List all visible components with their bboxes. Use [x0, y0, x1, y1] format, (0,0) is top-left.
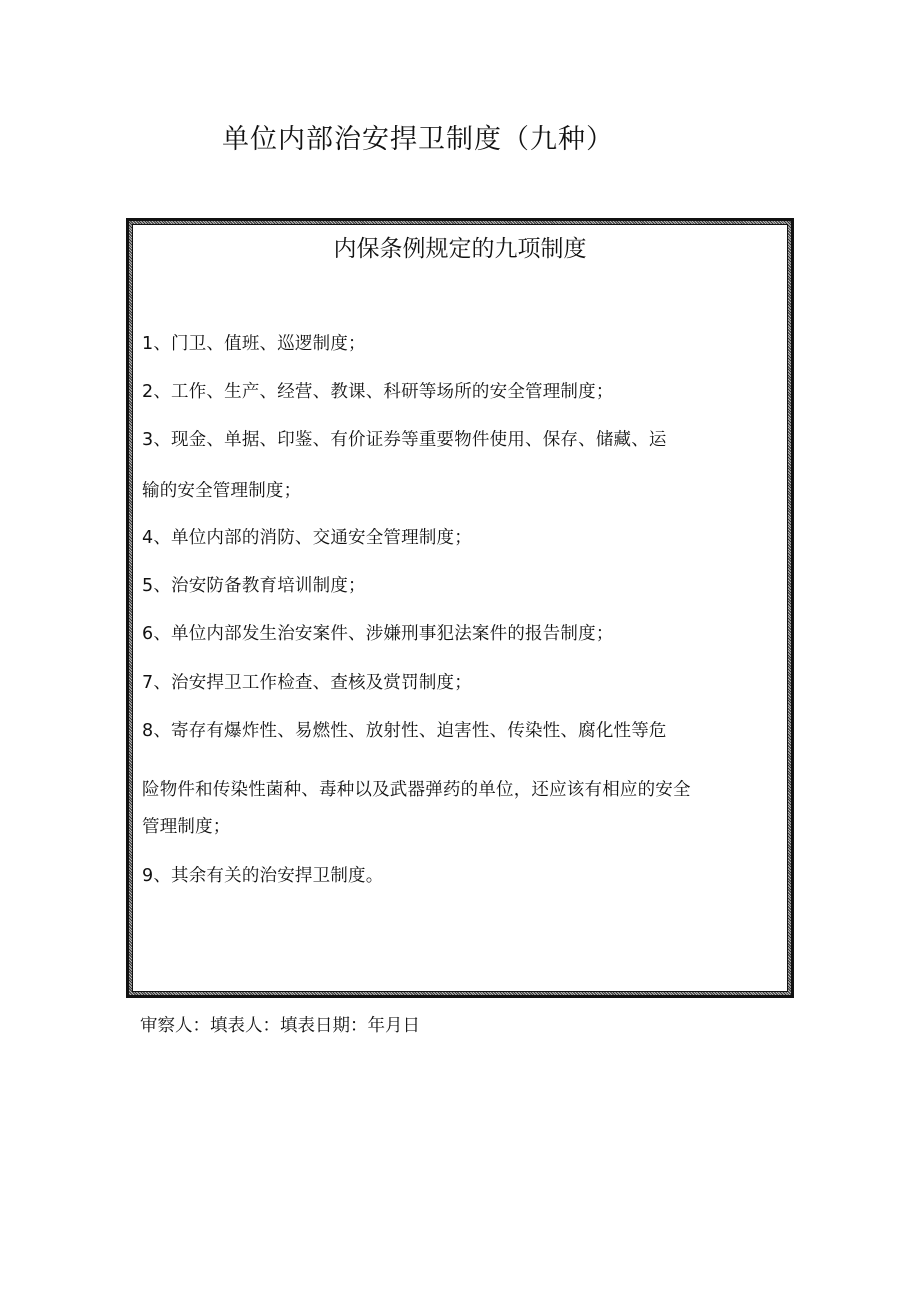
regulation-table-frame [126, 218, 794, 998]
item-9-text: 9、其余有关的治安捍卫制度。 [142, 866, 384, 886]
signature-footer: 审察人：填表人：填表日期：年月日 [140, 1016, 420, 1036]
item-5-text: 5、治安防备教育培训制度； [142, 576, 366, 596]
item-1-text: 1、门卫、值班、巡逻制度； [142, 334, 366, 354]
item-2-text: 2、工作、生产、经营、教课、科研等场所的安全管理制度； [142, 382, 614, 402]
table-heading: 内保条例规定的九项制度 [333, 236, 587, 262]
item-7-text: 7、治安捍卫工作检查、查核及赏罚制度； [142, 673, 472, 693]
item-8-text: 8、寄存有爆炸性、易燃性、放射性、迫害性、传染性、腐化性等危 [142, 721, 667, 741]
item-4-text: 4、单位内部的消防、交通安全管理制度； [142, 528, 472, 548]
item-8-text-end: 管理制度； [142, 817, 231, 837]
item-3-text-continued: 输的安全管理制度； [142, 481, 302, 501]
regulation-table-cell [132, 224, 788, 992]
item-6-text: 6、单位内部发生治安案件、涉嫌刑事犯法案件的报告制度； [142, 624, 614, 644]
item-3-text: 3、现金、单据、印鉴、有价证券等重要物件使用、保存、储藏、运 [142, 430, 667, 450]
item-8-text-continued: 险物件和传染性菌种、毒种以及武器弹药的单位，还应该有相应的安全 [142, 780, 691, 800]
page-title: 单位内部治安捍卫制度（九种） [222, 124, 614, 155]
